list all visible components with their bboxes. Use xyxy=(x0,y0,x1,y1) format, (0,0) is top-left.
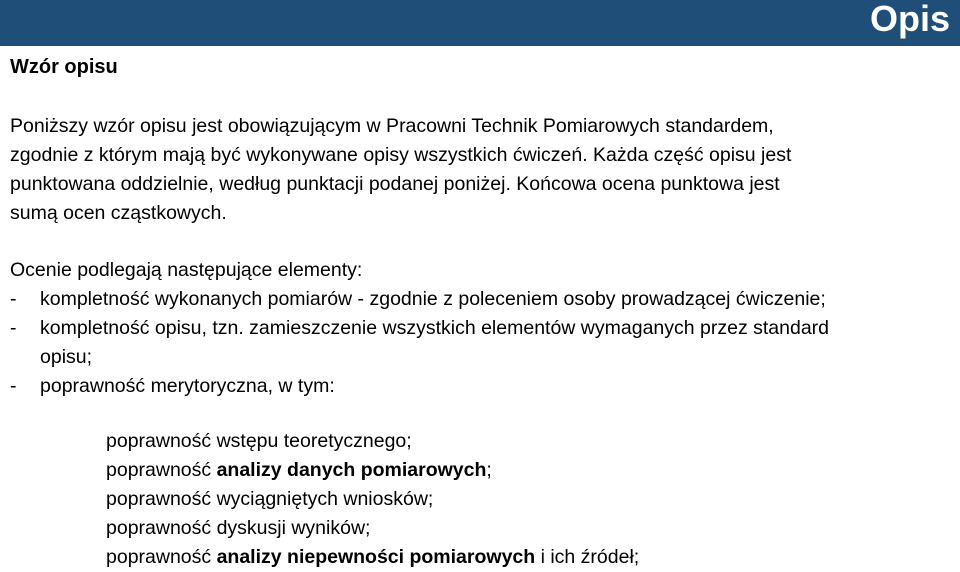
section-title: Wzór opisu xyxy=(10,56,118,78)
criteria-item-text: kompletność opisu, tzn. zamieszczenie wszystkich elementów wymaganych przez standard xyxy=(40,317,830,339)
sub-item-conclusions xyxy=(106,485,639,514)
criteria-item-text: poprawność merytoryczna, w tym: xyxy=(40,375,335,397)
sub-item-bold-text: analizy niepewności pomiarowych xyxy=(216,546,536,568)
sub-item-prefix: poprawność xyxy=(106,459,217,481)
sub-item-data-analysis xyxy=(106,456,639,485)
intro-line: punktowana oddzielnie, według punktacji podanej poniżej. Końcowa ocena punktowa jest xyxy=(10,173,780,195)
criteria-item-correctness xyxy=(10,372,955,401)
criteria-list xyxy=(10,256,955,401)
sub-item-text: poprawność wstępu teoretycznego; xyxy=(106,430,412,452)
criteria-item-completeness xyxy=(10,314,955,372)
bullet-dash: - xyxy=(10,288,17,310)
criteria-lead: Ocenie podlegają następujące elementy: xyxy=(10,259,363,281)
intro-line: sumą ocen cząstkowych. xyxy=(10,202,227,224)
sub-item-prefix: poprawność xyxy=(106,546,217,568)
criteria-item-text-continued: opisu; xyxy=(40,346,93,368)
bullet-dash: - xyxy=(10,317,17,339)
sub-item-text: poprawność dyskusji wyników; xyxy=(106,517,371,539)
intro-line: zgodnie z którym mają być wykonywane opisy wszystkich ćwiczeń. Każda część opisu jest xyxy=(10,144,792,166)
intro-paragraph xyxy=(10,112,950,228)
criteria-item-measurements xyxy=(10,285,955,314)
sub-item-theory xyxy=(106,427,639,456)
sub-item-bold-text: analizy danych pomiarowych xyxy=(216,459,487,481)
page-title: Opis xyxy=(869,0,950,39)
sub-item-suffix: i ich źródeł; xyxy=(535,546,640,568)
correctness-sub-list xyxy=(106,427,639,572)
bullet-dash: - xyxy=(10,375,17,397)
header-bar xyxy=(0,0,960,46)
sub-item-text: poprawność wyciągniętych wniosków; xyxy=(106,488,434,510)
criteria-item-text: kompletność wykonanych pomiarów - zgodnie z poleceniem osoby prowadzącej ćwiczenie; xyxy=(40,288,826,310)
sub-item-discussion xyxy=(106,514,639,543)
sub-item-uncertainty xyxy=(106,543,639,572)
sub-item-suffix: ; xyxy=(486,459,492,481)
intro-line: Poniższy wzór opisu jest obowiązującym w Pracowni Technik Pomiarowych standardem, xyxy=(10,115,774,137)
